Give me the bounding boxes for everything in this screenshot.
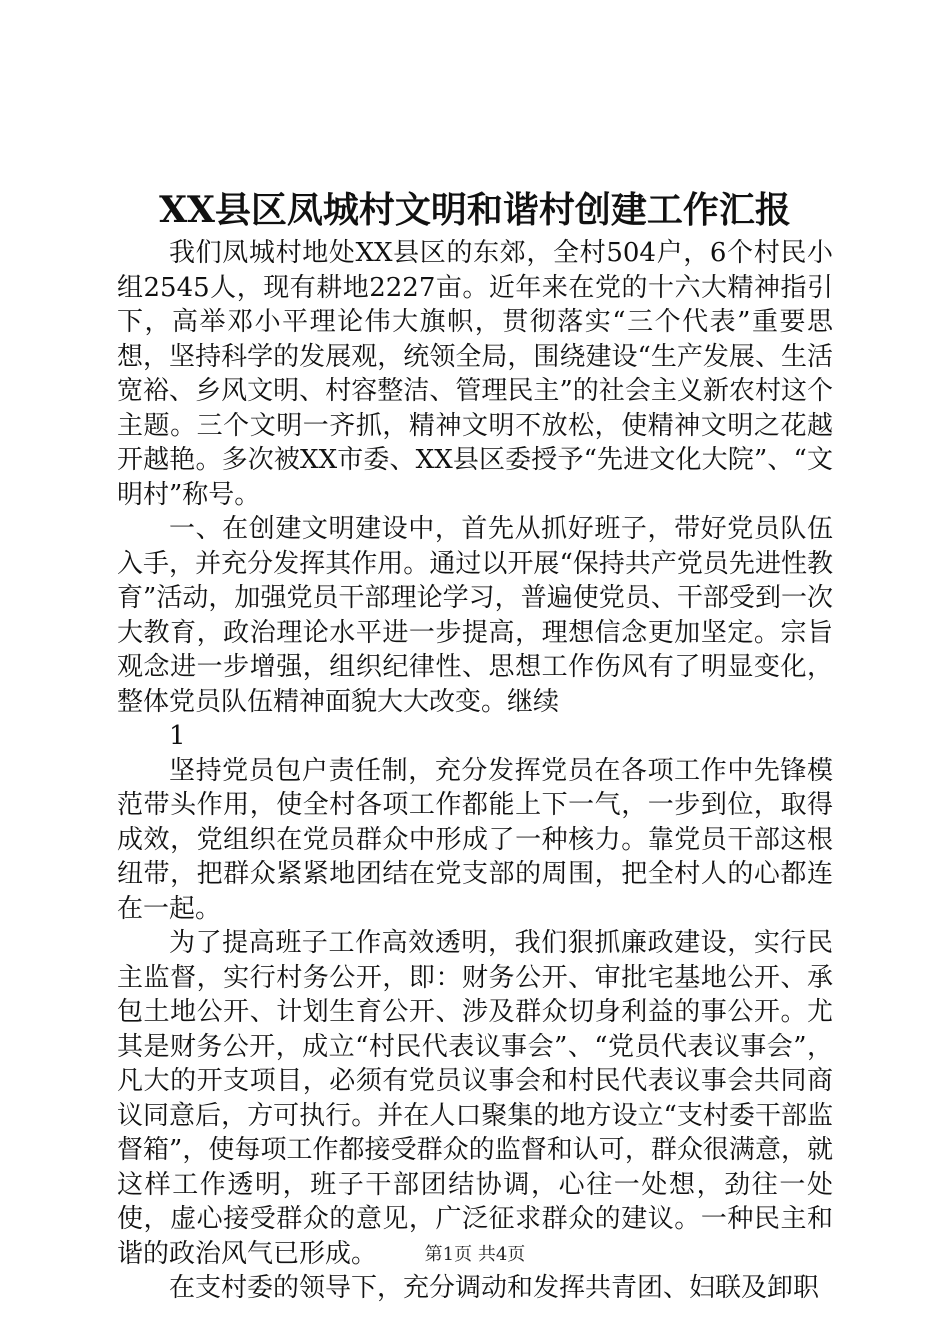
inline-page-number: 1 xyxy=(169,721,186,751)
page-footer: 第1页 共4页 xyxy=(424,1244,526,1265)
paragraph-leadership: 在支村委的领导下，充分调动和发挥共青团、妇联及卸职 xyxy=(169,1273,820,1303)
paragraph-section-one: 一、在创建文明建设中，首先从抓好班子，带好党员队伍入手，并充分发挥其作用。通过以开展“保持共产党员先进性教育”活动，加强党员干部理论学习，普遍使党员、干部受到一次大教育，政治理论水平进一步提高，理想信念更加坚定。宗旨观念进一步增强，组织纪律性、思想工作伤风有了明显变化，整体党员队伍精神面貌大大改变。继续 xyxy=(117,514,833,717)
document-title: XX县区凤城村文明和谐村创建工作汇报 xyxy=(159,189,791,231)
paragraph-transparency: 为了提高班子工作高效透明，我们狠抓廉政建设，实行民主监督，实行村务公开，即：财务公开、审批宅基地公开、承包土地公开、计划生育公开、涉及群众切身利益的事公开。尤其是财务公开，成立“村民代表议事会”、“党员代表议事会”，凡大的开支项目，必须有党员议事会和村民代表议事会共同商议同意后，方可执行。并在人口聚集的地方设立“支村委干部监督箱”，使每项工作都接受群众的监督和认可，群众很满意，就这样工作透明，班子干部团结协调，心往一处想，劲往一处使，虚心接受群众的意见，广泛征求群众的建议。一种民主和谐的政治风气已形成。 xyxy=(117,928,833,1269)
paragraph-intro: 我们凤城村地处XX县区的东郊，全村504户，6个村民小组2545人，现有耕地2227亩。近年来在党的十六大精神指引下，高举邓小平理论伟大旗帜，贯彻落实“三个代表”重要思想，坚持科学的发展观，统领全局，围绕建设“生产发展、生活宽裕、乡风文明、村容整洁、管理民主”的社会主义新农村这个主题。三个文明一齐抓，精神文明不放松，使精神文明之花越开越艳。多次被XX市委、XX县区委授予“先进文化大院”、“文明村”称号。 xyxy=(117,238,833,510)
paragraph-party-responsibility: 坚持党员包户责任制，充分发挥党员在各项工作中先锋模范带头作用，使全村各项工作都能上下一气，一步到位，取得成效，党组织在党员群众中形成了一种核力。靠党员干部这根纽带，把群众紧紧地团结在党支部的周围，把全村人的心都连在一起。 xyxy=(117,755,833,924)
document-body xyxy=(117,236,833,1306)
